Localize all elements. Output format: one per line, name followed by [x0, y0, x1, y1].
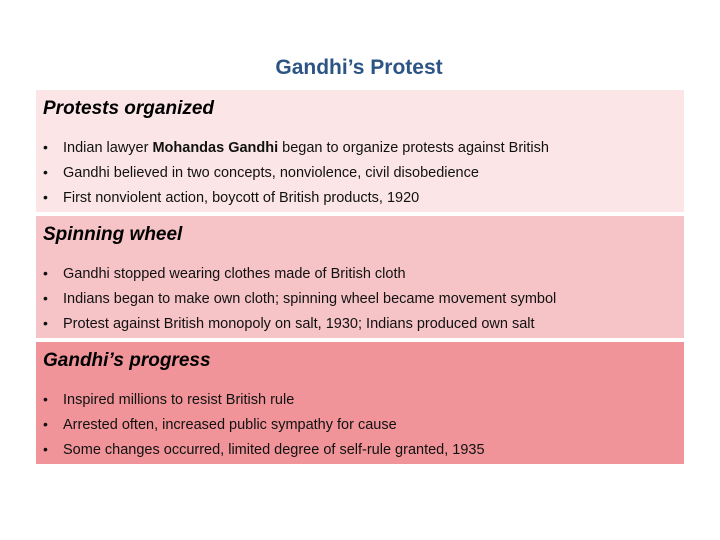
- bullet-list: [43, 387, 676, 462]
- section-heading: Protests organized: [43, 98, 215, 119]
- bullet-icon: •: [43, 391, 48, 407]
- list-item: [43, 135, 676, 160]
- list-item: [43, 412, 676, 437]
- bullet-text: Indians began to make own cloth; spinning wheel became movement symbol: [63, 291, 557, 307]
- list-item: [43, 437, 676, 462]
- bullet-icon: •: [43, 139, 48, 155]
- list-item: [43, 286, 676, 311]
- bullet-text: First nonviolent action, boycott of British products, 1920: [63, 190, 420, 206]
- bullet-icon: •: [43, 315, 48, 331]
- bullet-text: Arrested often, increased public sympathy for cause: [63, 417, 397, 433]
- section-heading: Gandhi’s progress: [43, 350, 211, 371]
- bullet-text-bold: Mohandas Gandhi: [152, 140, 279, 156]
- bullet-list: [43, 135, 676, 210]
- section-gandhis-progress: [36, 342, 684, 464]
- bullet-text: Gandhi stopped wearing clothes made of British cloth: [63, 266, 406, 282]
- section-protests-organized: [36, 90, 684, 212]
- list-item: [43, 311, 676, 336]
- section-heading: Spinning wheel: [43, 224, 183, 245]
- bullet-text-before: Indian lawyer: [63, 140, 153, 156]
- list-item: [43, 261, 676, 286]
- slide-title-text: Gandhi’s Protest: [275, 56, 443, 79]
- bullet-text: Inspired millions to resist British rule: [63, 392, 295, 408]
- bullet-text: [63, 136, 549, 160]
- bullet-text: Protest against British monopoly on salt, 1930; Indians produced own salt: [63, 316, 535, 332]
- section-spinning-wheel: [36, 216, 684, 338]
- bullet-text: Gandhi believed in two concepts, nonviolence, civil disobedience: [63, 165, 479, 181]
- slide-title: [0, 56, 720, 80]
- bullet-icon: •: [43, 441, 48, 457]
- bullet-icon: •: [43, 164, 48, 180]
- bullet-list: [43, 261, 676, 336]
- bullet-text-after: began to organize protests against British: [278, 140, 549, 156]
- list-item: [43, 185, 676, 210]
- list-item: [43, 387, 676, 412]
- bullet-icon: •: [43, 290, 48, 306]
- bullet-icon: •: [43, 189, 48, 205]
- bullet-icon: •: [43, 265, 48, 281]
- bullet-icon: •: [43, 416, 48, 432]
- list-item: [43, 160, 676, 185]
- bullet-text: Some changes occurred, limited degree of self-rule granted, 1935: [63, 442, 485, 458]
